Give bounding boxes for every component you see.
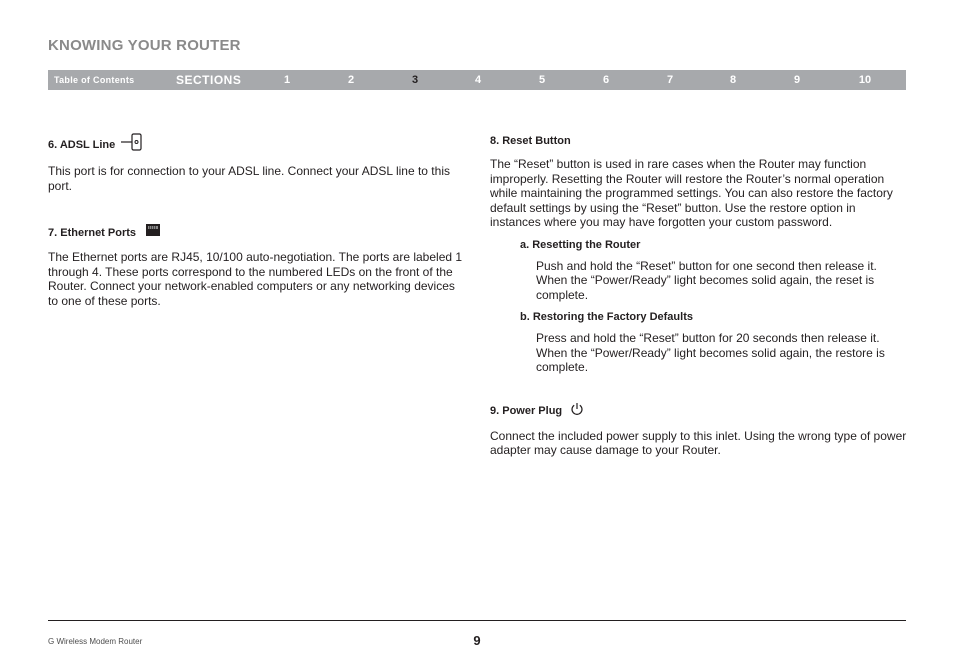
- footer-product-name: G Wireless Modem Router: [48, 637, 143, 646]
- section-link-8[interactable]: 8: [729, 74, 737, 86]
- ethernet-ports-heading: [48, 223, 468, 242]
- restoring-defaults-description: Press and hold the “Reset” button for 20 seconds then release it. When the “Power/Ready” light becomes solid again, the restore is complete.: [536, 331, 885, 374]
- adsl-port-icon: [121, 133, 143, 156]
- restoring-defaults-heading: b. Restoring the Factory Defaults: [520, 311, 693, 323]
- resetting-router-description: Push and hold the “Reset” button for one second then release it. When the “Power/Ready” light becomes solid again, the reset is complete.: [536, 258, 877, 302]
- section-link-10[interactable]: 10: [858, 74, 872, 86]
- power-plug-heading-text: 9. Power Plug: [490, 405, 563, 417]
- ethernet-port-icon: [145, 223, 161, 242]
- footer-divider: [48, 620, 906, 621]
- adsl-line-heading: [48, 133, 468, 156]
- section-link-2[interactable]: 2: [347, 74, 355, 86]
- left-column: [48, 133, 468, 308]
- section-nav-bar: [48, 70, 906, 90]
- section-link-1[interactable]: 1: [283, 74, 291, 86]
- section-link-9[interactable]: 9: [793, 74, 801, 86]
- reset-button-heading: 8. Reset Button: [490, 135, 571, 147]
- adsl-line-description: This port is for connection to your ADSL line. Connect your ADSL line to this port.: [48, 164, 450, 193]
- section-link-4[interactable]: 4: [474, 74, 482, 86]
- power-icon: [570, 402, 584, 421]
- reset-button-description: The “Reset” button is used in rare cases when the Router may function improperly. Resetting the Router will restore the Router’s normal operation while maintaining the programmed settings. You can also restore the factory default settings by using the “Reset” button. Use the restore option in instances where you may have forgotten your custom password.: [490, 157, 893, 229]
- right-column: [490, 133, 908, 458]
- power-plug-description: Connect the included power supply to this inlet. Using the wrong type of power adapter may cause damage to your Router.: [490, 428, 907, 457]
- ethernet-ports-description: The Ethernet ports are RJ45, 10/100 auto-negotiation. The ports are labeled 1 through 4. These ports correspond to the numbered LEDs on the front of the Router. Connect your network-enabled computers or any networking devices to one of these ports.: [48, 250, 463, 308]
- table-of-contents-link[interactable]: Table of Contents: [54, 75, 135, 85]
- ethernet-ports-heading-text: 7. Ethernet Ports: [48, 226, 137, 239]
- page-title: KNOWING YOUR ROUTER: [48, 37, 241, 54]
- power-plug-heading: [490, 402, 908, 421]
- section-link-7[interactable]: 7: [666, 74, 674, 86]
- section-link-3[interactable]: 3: [411, 74, 419, 86]
- section-link-5[interactable]: 5: [538, 74, 546, 86]
- sections-label: SECTIONS: [176, 73, 242, 87]
- adsl-line-heading-text: 6. ADSL Line: [48, 138, 116, 151]
- resetting-router-heading: a. Resetting the Router: [520, 238, 641, 251]
- section-link-6[interactable]: 6: [602, 74, 610, 86]
- page-number: 9: [473, 633, 481, 648]
